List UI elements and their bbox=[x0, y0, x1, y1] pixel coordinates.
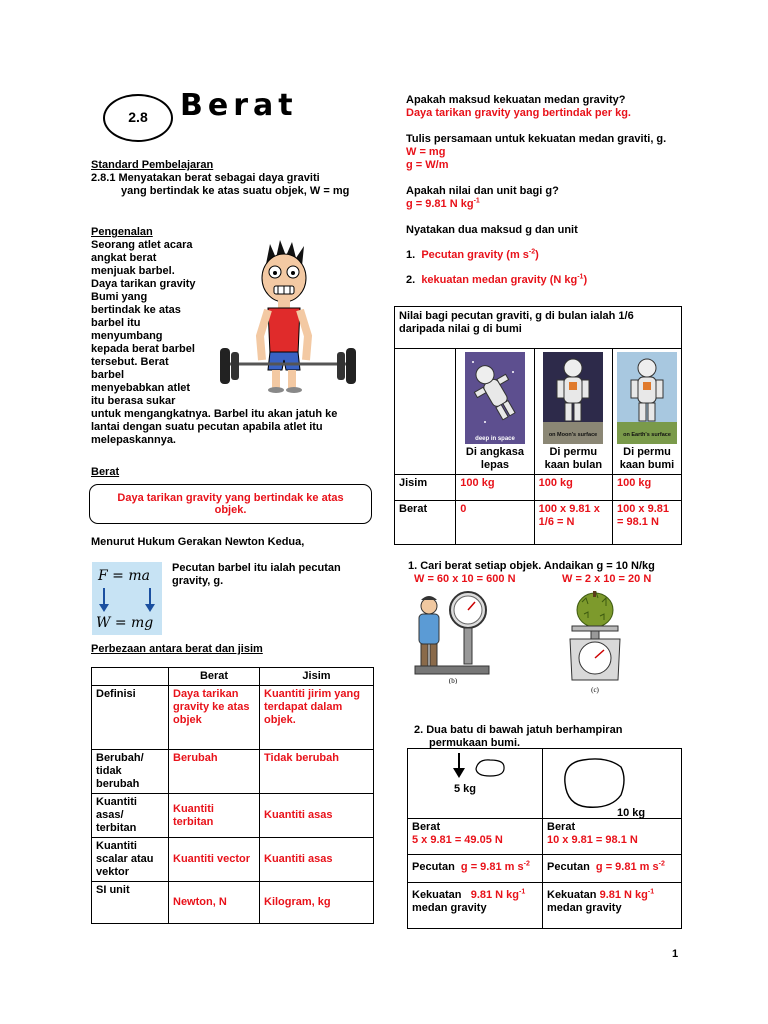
arrows-down-icon bbox=[92, 586, 162, 614]
intro-line: menyumbang bbox=[91, 330, 163, 342]
svg-text:deep in space: deep in space bbox=[475, 436, 515, 442]
answer-1: Daya tarikan gravity yang bertindak per kg. bbox=[406, 107, 631, 119]
row-label: Kuantiti asas/ terbitan bbox=[92, 794, 169, 838]
falling-stones-table bbox=[407, 748, 682, 929]
intro-heading: Pengenalan bbox=[91, 226, 153, 238]
berat-definition-text: Daya tarikan gravity yang bertindak ke atas objek. bbox=[117, 492, 344, 516]
cell-jisim: Kilogram, kg bbox=[260, 882, 374, 924]
exercise-2-title-line1: 2. Dua batu di bawah jatuh berhampiran bbox=[414, 724, 623, 736]
standard-line-2: yang bertindak ke atas suatu objek, W = mg bbox=[121, 185, 350, 197]
answer-3: g = 9.81 N $kg^{-1}$ bbox=[406, 197, 480, 210]
durian-scale-image bbox=[560, 588, 630, 696]
pecutan-stone-2: Pecutan g = 9.81 m $s^{-2}$ bbox=[543, 855, 682, 883]
table-caption: Nilai bagi pecutan graviti, g di bulan ialah 1/6 daripada nilai g di bumi bbox=[395, 307, 682, 349]
cell-jisim: Kuantiti asas bbox=[260, 838, 374, 882]
column-header: Di permu kaan bulan bbox=[544, 446, 603, 471]
cell-berat: Newton, N bbox=[169, 882, 260, 924]
stone-2-mass: 10 kg bbox=[617, 807, 646, 819]
comparison-heading: Perbezaan antara berat dan jisim bbox=[91, 643, 263, 655]
intro-line: Seorang atlet acara bbox=[91, 239, 193, 251]
berat-heading: Berat bbox=[91, 466, 120, 478]
intro-line: itu berasa sukar bbox=[91, 395, 176, 407]
table-row bbox=[92, 668, 374, 686]
newton-intro: Menurut Hukum Gerakan Newton Kedua, bbox=[91, 536, 305, 548]
exercise-2-title-line2: permukaan bumi. bbox=[429, 737, 521, 749]
table-row bbox=[92, 882, 374, 924]
cell-berat: Kuantiti terbitan bbox=[169, 794, 260, 838]
person-scale-image bbox=[411, 588, 495, 684]
intro-line: barbel bbox=[91, 369, 125, 381]
cell-value: 100 kg bbox=[613, 475, 682, 501]
row-label: Definisi bbox=[92, 686, 169, 750]
table-row bbox=[92, 794, 374, 838]
row-label: Jisim bbox=[395, 475, 456, 501]
row-label: Berat bbox=[412, 821, 441, 833]
exercise-1-answer-c: W = 2 x 10 = 20 N bbox=[562, 573, 652, 585]
astronaut-space-image bbox=[465, 352, 525, 444]
intro-line: bertindak ke atas bbox=[91, 304, 181, 316]
table-row bbox=[408, 855, 682, 883]
cell-value: 100 kg bbox=[534, 475, 612, 501]
newton-note: Pecutan barbel itu ialah pecutan gravity, g. bbox=[172, 562, 341, 587]
intro-line: kepada berat barbel bbox=[91, 343, 195, 355]
intro-line: melepaskannya. bbox=[91, 434, 176, 446]
table-row bbox=[395, 475, 682, 501]
pecutan-stone-1: Pecutan g = 9.81 m $s^{-2}$ bbox=[408, 855, 543, 883]
column-header-jisim: Jisim bbox=[260, 668, 374, 686]
page-title: Berat bbox=[180, 88, 298, 123]
question-3: Apakah nilai dan unit bagi g? bbox=[406, 185, 559, 197]
column-header-berat: Berat bbox=[169, 668, 260, 686]
row-label: Kuantiti scalar atau vektor bbox=[92, 838, 169, 882]
question-4: Nyatakan dua maksud g dan unit bbox=[406, 224, 578, 236]
comparison-table bbox=[91, 667, 374, 924]
page-number: 1 bbox=[672, 948, 679, 960]
intro-line: menjuak barbel. bbox=[91, 265, 175, 277]
intro-line: Daya tarikan gravity bbox=[91, 278, 196, 290]
meaning-1: 1. Pecutan gravity (m $s^{-2}$) bbox=[406, 248, 539, 261]
intro-line: tersebut. Berat bbox=[91, 356, 169, 368]
kekuatan-stone-2: Kekuatan 9.81 N $kg^{-1}$ medan gravity bbox=[543, 883, 682, 929]
exercise-1-answer-b: W = 60 x 10 = 600 N bbox=[414, 573, 516, 585]
cell-berat: Berubah bbox=[169, 750, 260, 794]
cell-berat: Kuantiti vector bbox=[169, 838, 260, 882]
svg-text:(c): (c) bbox=[591, 686, 599, 694]
exercise-1-title: 1. Cari berat setiap objek. Andaikan g = 10 N/kg bbox=[408, 560, 655, 572]
stone-1-mass: 5 kg bbox=[454, 783, 477, 795]
table-row bbox=[92, 750, 374, 794]
section-number: 2.8 bbox=[128, 109, 148, 125]
cell-jisim: Kuantiti jirim yang terdapat dalam objek. bbox=[260, 686, 374, 750]
weightlifter-illustration bbox=[218, 236, 358, 396]
answer-2b: g = W/m bbox=[406, 159, 449, 171]
column-header: Di permu kaan bumi bbox=[619, 446, 675, 471]
column-header: Di angkasa lepas bbox=[465, 446, 525, 471]
gravity-comparison-table bbox=[394, 306, 682, 545]
row-label: SI unit bbox=[92, 882, 169, 924]
svg-text:on Moon's surface: on Moon's surface bbox=[549, 432, 598, 438]
cell-value: 100 x 9.81 x 1/6 = N bbox=[534, 501, 612, 545]
table-row bbox=[408, 749, 682, 819]
berat-stone-2: 10 x 9.81 = 98.1 N bbox=[547, 834, 638, 846]
astronaut-moon-image bbox=[543, 352, 603, 444]
cell-value: 100 kg bbox=[456, 475, 534, 501]
intro-line: barbel itu bbox=[91, 317, 141, 329]
row-label: Berubah/ tidak berubah bbox=[92, 750, 169, 794]
equation-w-mg: W = mg bbox=[96, 615, 154, 631]
row-label: Berat bbox=[395, 501, 456, 545]
table-row bbox=[395, 349, 682, 475]
svg-text:on Earth's surface: on Earth's surface bbox=[623, 432, 671, 438]
answer-2a: W = mg bbox=[406, 146, 446, 158]
intro-line: angkat berat bbox=[91, 252, 157, 264]
cell-value: 0 bbox=[456, 501, 534, 545]
berat-stone-1: 5 x 9.81 = 49.05 N bbox=[412, 834, 503, 846]
intro-line: Bumi yang bbox=[91, 291, 148, 303]
kekuatan-stone-1: Kekuatan 9.81 N $kg^{-1}$ medan gravity bbox=[408, 883, 543, 929]
astronaut-earth-image bbox=[617, 352, 677, 444]
table-row bbox=[408, 883, 682, 929]
table-row bbox=[408, 819, 682, 855]
large-stone-icon bbox=[559, 755, 629, 811]
cell-jisim: Kuantiti asas bbox=[260, 794, 374, 838]
intro-line: untuk mengangkatnya. Barbel itu akan jatuh ke bbox=[91, 408, 338, 420]
intro-line: menyebabkan atlet bbox=[91, 382, 191, 394]
arrow-down-icon bbox=[452, 753, 466, 779]
small-stone-icon bbox=[472, 757, 508, 779]
question-1: Apakah maksud kekuatan medan gravity? bbox=[406, 94, 626, 106]
cell-berat: Daya tarikan gravity ke atas objek bbox=[169, 686, 260, 750]
cell-jisim: Tidak berubah bbox=[260, 750, 374, 794]
table-row bbox=[92, 686, 374, 750]
table-row bbox=[395, 501, 682, 545]
cell-value: 100 x 9.81 = 98.1 N bbox=[613, 501, 682, 545]
standard-heading: Standard Pembelajaran bbox=[91, 159, 214, 171]
equation-box bbox=[92, 562, 162, 635]
meaning-2: 2. kekuatan medan gravity (N $kg^{-1}$) bbox=[406, 273, 588, 286]
table-row bbox=[395, 307, 682, 349]
svg-text:(b): (b) bbox=[448, 677, 458, 684]
question-2: Tulis persamaan untuk kekuatan medan graviti, g. bbox=[406, 133, 667, 145]
row-label: Berat bbox=[547, 821, 576, 833]
intro-line: lantai dengan suatu pecutan apabila atlet itu bbox=[91, 421, 323, 433]
table-row bbox=[92, 838, 374, 882]
berat-definition-box bbox=[89, 484, 372, 524]
standard-line-1: 2.8.1 Menyatakan berat sebagai daya graviti bbox=[91, 172, 320, 184]
equation-f-ma: F = ma bbox=[98, 568, 150, 584]
